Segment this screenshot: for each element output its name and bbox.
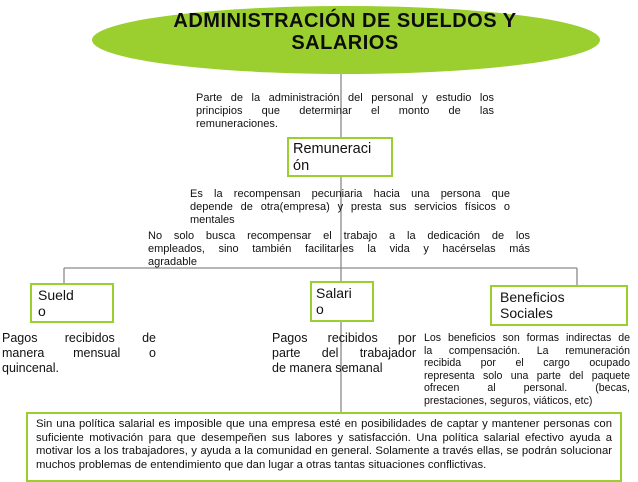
- purpose-line-2: empleados, sino también facilitarles la vida y hacérselas más: [148, 243, 530, 255]
- salario-box-line-1: Salari: [316, 285, 352, 301]
- definition-line-1: Es la recompensan pecuniaria hacia una persona que: [190, 188, 510, 200]
- beneficios-desc-line-3: recibida por el cargo ocupado: [424, 357, 630, 370]
- remuneracion-line-2: ón: [293, 158, 310, 174]
- beneficios-desc-line-6: prestaciones, seguros, viáticos, etc): [424, 394, 593, 407]
- sueldo-box-line-2: o: [38, 303, 46, 319]
- beneficios-desc-line-1: Los beneficios son formas indirectas de: [424, 332, 630, 344]
- beneficios-desc-line-4: representa solo una parte del paquete: [424, 369, 630, 382]
- salario-box-line-2: o: [316, 301, 324, 317]
- salario-desc-line-1: Pagos recibidos por: [272, 331, 416, 345]
- beneficios-description: [424, 332, 630, 408]
- salario-desc-line-3: de manera semanal: [272, 361, 383, 375]
- conclusion-box: [26, 412, 622, 482]
- purpose-line-1: No solo busca recompensar el trabajo a la dedicación de los: [148, 230, 530, 242]
- intro-line-1: Parte de la administración del personal y estudio los: [196, 92, 494, 104]
- salario-box: [310, 281, 374, 322]
- definition-line-3: mentales: [190, 214, 235, 226]
- remuneracion-line-1: Remuneraci: [293, 141, 372, 157]
- beneficios-box-line-1: Beneficios: [500, 289, 565, 305]
- salario-description: [272, 331, 416, 376]
- intro-text: [196, 92, 494, 131]
- conclusion-text: Sin una política salarial es imposible que una empresa esté en posibilidades de captar y mantener personas con suficiente motivación para que desempeñen sus labores y satisfacción. Una política salarial efectivo ayuda a motivar los a los trabajadores, y ayuda a la comunidad en general. Solamente a través ellas, se podrán solucionar muchos problemas de entendimiento que dan lugar a otras tantas situaciones conflictivas.: [36, 418, 612, 471]
- beneficios-box: [490, 285, 628, 326]
- sueldo-box: [30, 283, 114, 323]
- definition-line-2: depende de otra(empresa) y presta sus servicios físicos o: [190, 201, 510, 213]
- page-title: [140, 10, 550, 54]
- beneficios-desc-line-5: ofrecen al personal. (becas,: [424, 382, 630, 395]
- sueldo-box-line-1: Sueld: [38, 287, 74, 303]
- purpose-line-3: agradable: [148, 256, 197, 268]
- title-line-1: ADMINISTRACIÓN DE SUELDOS Y: [173, 10, 517, 32]
- sueldo-description: [2, 331, 156, 376]
- sueldo-desc-line-2: manera mensual o: [2, 346, 156, 360]
- remuneracion-box: [287, 137, 393, 177]
- beneficios-box-line-2: Sociales: [500, 305, 553, 321]
- intro-line-3: remuneraciones.: [196, 118, 278, 130]
- definition-text: [190, 188, 510, 227]
- beneficios-desc-line-2: la compensación. La remuneración: [424, 344, 630, 357]
- sueldo-desc-line-3: quincenal.: [2, 361, 59, 375]
- title-line-2: SALARIOS: [291, 32, 399, 54]
- salario-desc-line-2: parte del trabajador: [272, 346, 416, 360]
- purpose-text: [148, 230, 530, 269]
- intro-line-2: principios que determinar el monto de las: [196, 105, 494, 117]
- sueldo-desc-line-1: Pagos recibidos de: [2, 331, 156, 345]
